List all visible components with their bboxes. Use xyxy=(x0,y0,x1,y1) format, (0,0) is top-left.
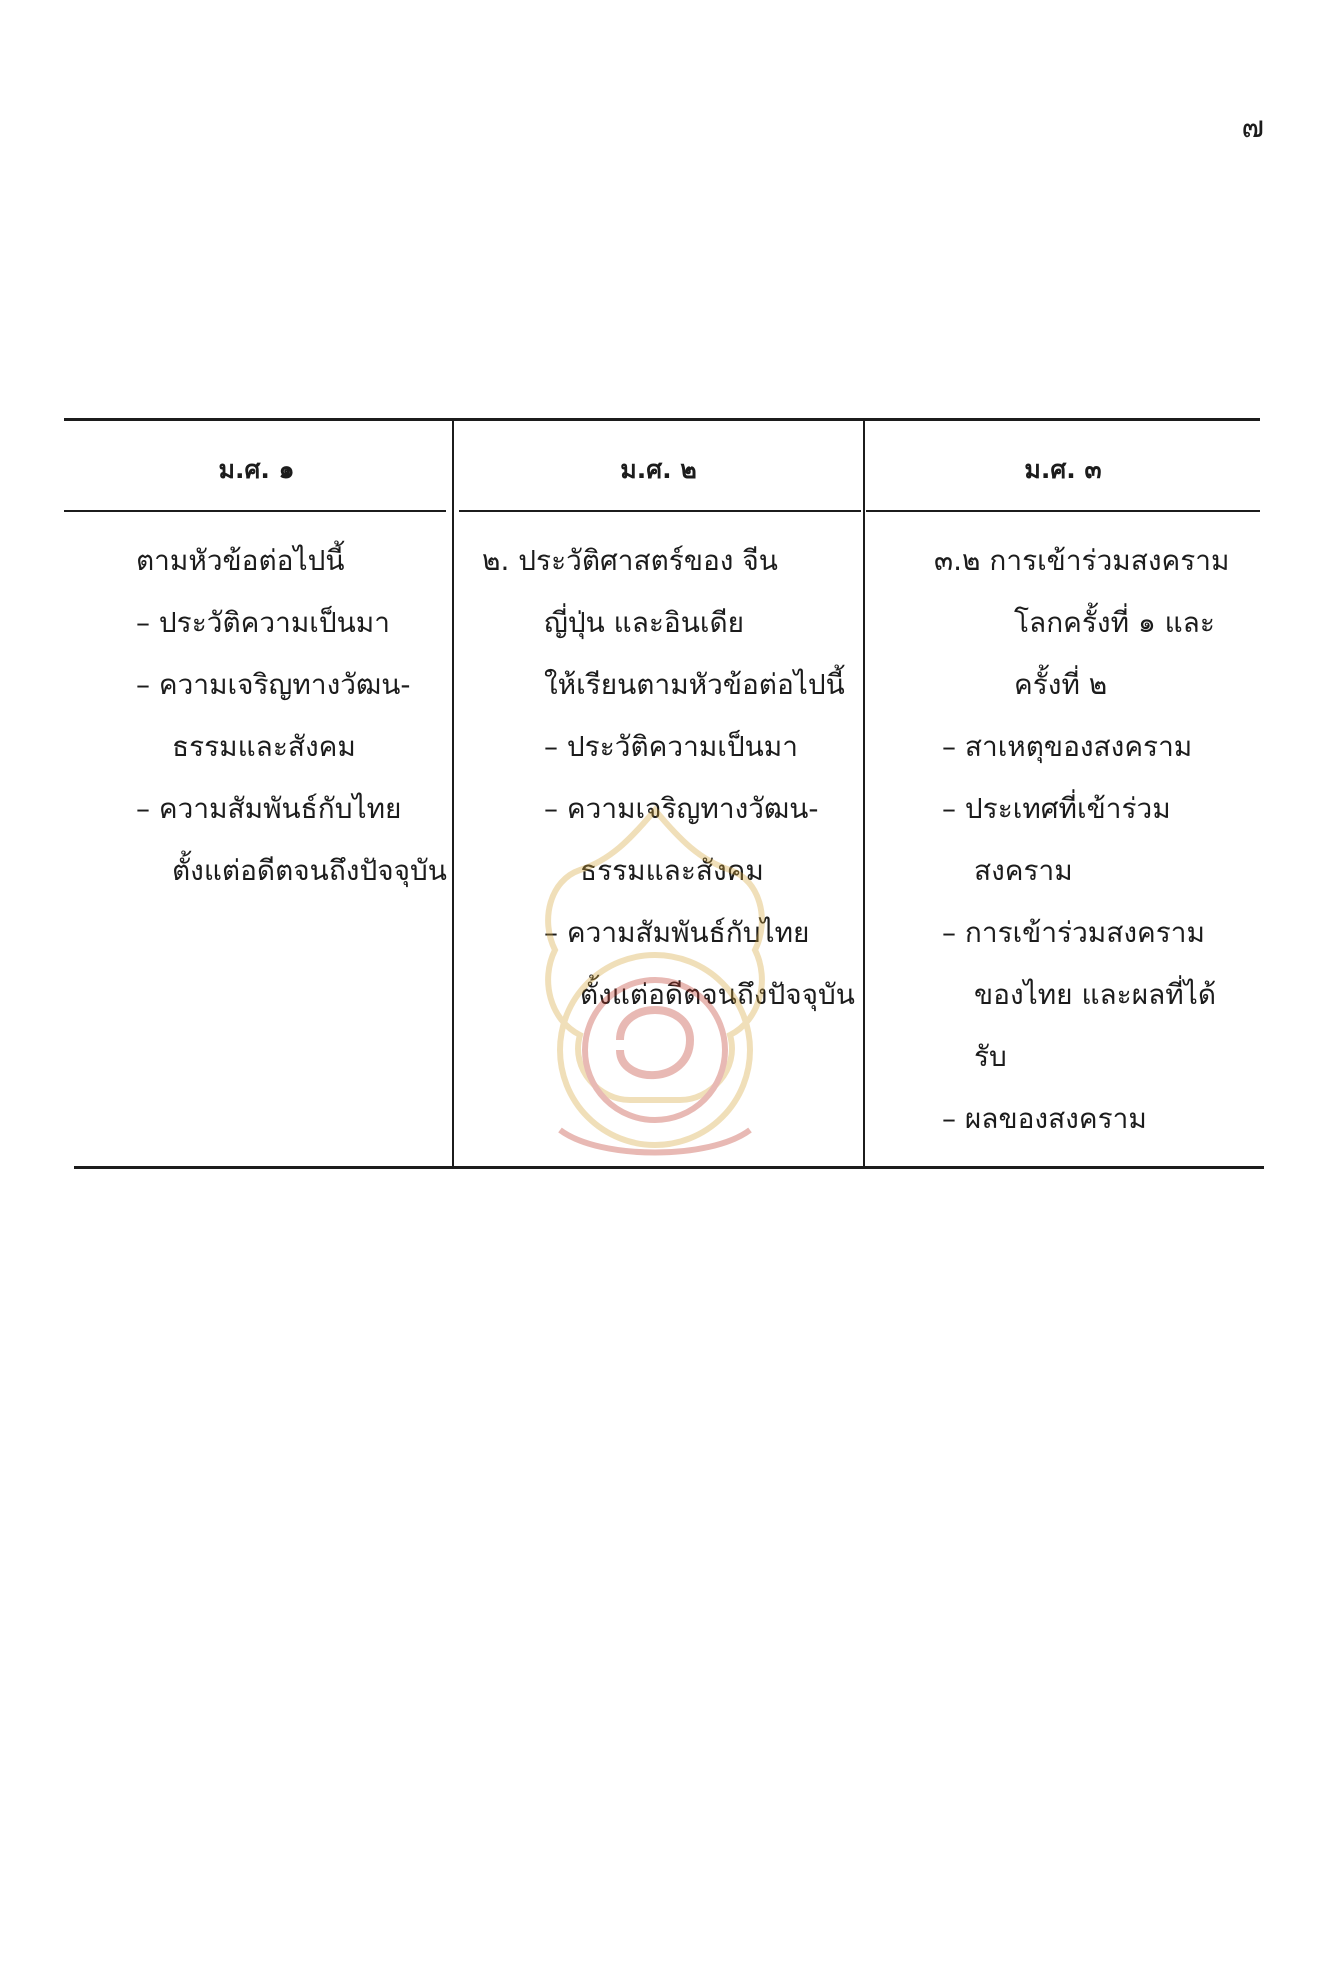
cell-line: โลกครั้งที่ ๑ และ xyxy=(1014,606,1215,639)
header-rule-1 xyxy=(64,510,446,512)
cell-line: – ความเจริญทางวัฒน- xyxy=(136,668,411,701)
cell-line: ตามหัวข้อต่อไปนี้ xyxy=(136,544,345,577)
table-top-rule xyxy=(64,418,1260,421)
column-divider-1 xyxy=(452,420,454,1168)
cell-line: ๓.๒ การเข้าร่วมสงคราม xyxy=(934,544,1230,577)
watermark-seal-icon xyxy=(510,800,800,1180)
column-3-content xyxy=(934,530,1229,1150)
cell-line: สงคราม xyxy=(974,854,1073,887)
cell-line: ตั้งแต่อดีตจนถึงปัจจุบัน xyxy=(580,978,855,1011)
cell-line: ของไทย และผลที่ได้ xyxy=(974,978,1217,1011)
cell-line: – ความสัมพันธ์กับไทย xyxy=(544,916,810,949)
cell-line: – ความเจริญทางวัฒน- xyxy=(544,792,819,825)
column-header-2: ม.ศ. ๒ xyxy=(620,455,697,484)
cell-line: รับ xyxy=(974,1040,1007,1073)
cell-line: ตั้งแต่อดีตจนถึงปัจจุบัน xyxy=(172,854,447,887)
cell-line: – ความสัมพันธ์กับไทย xyxy=(136,792,402,825)
column-header-1: ม.ศ. ๑ xyxy=(218,455,295,484)
cell-line: ให้เรียนตามหัวข้อต่อไปนี้ xyxy=(544,668,845,701)
cell-line: ๒. ประวัติศาสตร์ของ จีน xyxy=(482,544,778,577)
cell-line: ธรรมและสังคม xyxy=(580,854,764,887)
cell-line: ญี่ปุ่น และอินเดีย xyxy=(544,606,745,639)
cell-line: – ผลของสงคราม xyxy=(942,1102,1147,1135)
cell-line: – ประวัติความเป็นมา xyxy=(136,606,390,639)
cell-line: – ประเทศที่เข้าร่วม xyxy=(942,792,1171,825)
header-rule-2 xyxy=(459,510,861,512)
header-rule-3 xyxy=(866,510,1260,512)
cell-line: – ประวัติความเป็นมา xyxy=(544,730,798,763)
cell-line: – สาเหตุของสงคราม xyxy=(942,730,1193,763)
cell-line: – การเข้าร่วมสงคราม xyxy=(942,916,1205,949)
cell-line: ธรรมและสังคม xyxy=(172,730,356,763)
column-divider-2 xyxy=(863,420,865,1168)
column-1-content xyxy=(136,530,447,902)
page-number: ๗ xyxy=(1241,110,1264,145)
column-header-3: ม.ศ. ๓ xyxy=(1024,455,1102,484)
cell-line: ครั้งที่ ๒ xyxy=(1014,668,1108,701)
